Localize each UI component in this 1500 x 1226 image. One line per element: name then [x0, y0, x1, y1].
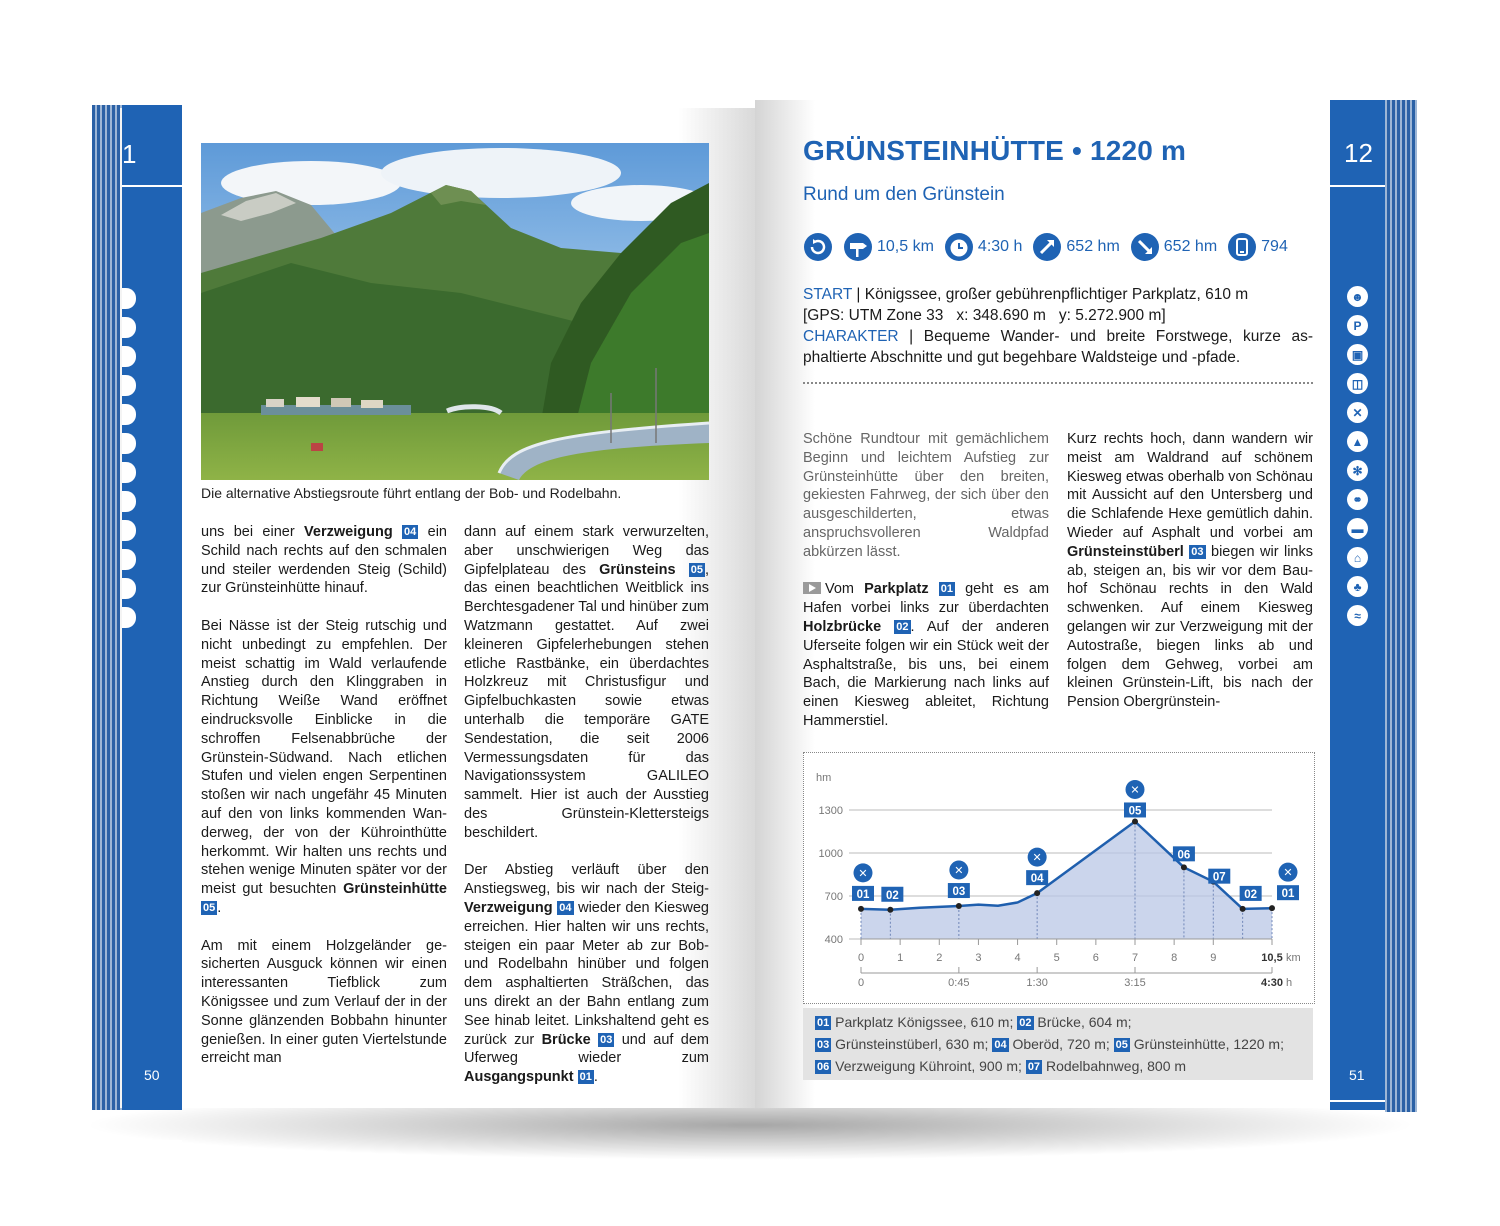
- character-label: CHARAKTER: [803, 328, 899, 345]
- text-run: Bei Nässe ist der Steig rutschig und nicht unbedingt zu empfehlen. Der meist schattig im Wald verlaufende Anstieg durch den Klinggraben in Richtung Weiße Wand eröffnet eindrucksvolle Einblicke in die schroffen Felsenabbrüche der Grünstein-Südwand. Nach etlichen Stufen und vielen engen Serpentinen stoßen wir nach ungefähr 45 Minuten auf den von links kommenden Wanderweg, der von der Kührointhütte herkommt. Wir halten uns rechts und stehen wenige Minuten später vor der meist gut besuchten: [201, 617, 447, 898]
- left-tour-number: 1: [122, 139, 137, 169]
- distance-stat: [843, 232, 934, 262]
- tree-icon: ♣: [1347, 576, 1368, 597]
- left-band-divider-bottom: [122, 1140, 182, 1142]
- legend-marker: 02: [1019, 1017, 1032, 1029]
- x-tick-label: 10,5: [1261, 952, 1283, 964]
- waypoint-marker: 04: [404, 526, 417, 538]
- ascent-value: 652 hm: [1066, 238, 1120, 255]
- play-marker-icon: [803, 582, 821, 594]
- elevation-profile: [803, 752, 1315, 1004]
- legend-line: [815, 1033, 1301, 1055]
- parking-icon: [122, 317, 136, 338]
- legend-marker: 04: [994, 1039, 1007, 1051]
- x-axis-unit: km: [1286, 952, 1301, 964]
- y-tick-label: 400: [824, 934, 843, 946]
- paragraph: [464, 523, 709, 843]
- start-label: START: [803, 286, 853, 303]
- waypoint-dot: [1034, 890, 1040, 896]
- legend-text: Grünsteinhütte, 1220 m;: [1133, 1036, 1284, 1052]
- x-tick-label: 6: [1092, 952, 1099, 964]
- waypoint-label: 02: [1244, 888, 1258, 901]
- waypoint-name: Holzbrücke: [803, 618, 882, 635]
- waypoint-dot: [1132, 818, 1138, 824]
- waypoint-name: Ausgangspunkt: [464, 1069, 574, 1086]
- section-divider: [803, 382, 1313, 384]
- bed-icon: ▬: [1347, 518, 1368, 539]
- paragraph: [201, 937, 447, 1069]
- elevation-profile-chart: [804, 753, 1314, 1003]
- waypoint-dot: [1269, 905, 1275, 911]
- waypoint-dot: [956, 903, 962, 909]
- x-tick-label: 1: [897, 952, 904, 964]
- right-band-divider-bottom: [1330, 1100, 1385, 1102]
- legend-text: Rodelbahnweg, 800 m: [1045, 1058, 1187, 1074]
- waypoint-name: Grünsteinstüberl: [1067, 543, 1184, 560]
- smartphone-icon: [1227, 232, 1257, 262]
- x-tick-label: 9: [1210, 952, 1217, 964]
- y-tick-label: 700: [824, 891, 843, 903]
- gps-line: [GPS: UTM Zone 33 x: 348.690 m y: 5.272.900 m]: [803, 307, 1166, 324]
- bus-icon: ▣: [1347, 344, 1368, 365]
- right-text-column-1: [803, 430, 1049, 750]
- left-icon-strip: [122, 288, 136, 636]
- waypoint-name: Grünsteinhütte: [343, 881, 447, 898]
- waypoint-label: 01: [1281, 888, 1295, 901]
- basket-icon: ◫: [1347, 373, 1368, 394]
- duration-stat: [944, 232, 1022, 262]
- time-tick-label: 1:30: [1026, 977, 1048, 989]
- waypoint-label: 05: [1128, 805, 1142, 818]
- right-page-number: 51: [1349, 1067, 1365, 1083]
- steps-value: 794: [1261, 238, 1288, 255]
- mountain-icon: [122, 433, 136, 454]
- time-tick-label: 3:15: [1124, 977, 1146, 989]
- intro-paragraph: Schöne Rundtour mit gemächlichem Beginn und leichtem Aufstieg zur Grünsteinhütte über den breiten, gekiesten Fahrweg, der sich über den ausgeschilderten, etwas anspruchsvolleren Waldpfad abkürzen lässt.: [803, 431, 1049, 560]
- right-band-divider: [1330, 185, 1385, 187]
- left-band-divider: [122, 185, 182, 187]
- waypoint-marker: 01: [940, 583, 953, 596]
- waypoint-name: Verzweigung: [464, 899, 553, 916]
- text-run: . Auf der anderen Uferseite folgen wir ein Stück weit der Asphaltstraße, bis uns, bei einem Bach, die Markierung nach links auf einen Kiesweg ableitet, Richtung Hammerstiel.: [803, 618, 1050, 729]
- distance-value: 10,5 km: [877, 238, 934, 255]
- waypoint-label: 04: [1030, 873, 1044, 886]
- steps-stat: [1227, 232, 1288, 262]
- x-tick-label: 2: [936, 952, 943, 964]
- waypoint-name: Parkplatz: [864, 581, 929, 598]
- y-axis-label: hm: [816, 772, 832, 784]
- fork-knife-glyph: ✕: [1130, 783, 1140, 797]
- right-page-edges: [1385, 100, 1417, 1112]
- waypoint-name: Verzweigung: [304, 524, 393, 540]
- snowflake-icon: [122, 462, 136, 483]
- bicycle-icon: ⚭: [1347, 489, 1368, 510]
- waypoint-name: Brücke: [541, 1031, 591, 1048]
- text-run: Der Abstieg verläuft über den Anstiegsweg, bis wir nach der Steig-: [464, 862, 709, 898]
- waypoint-name: Grünsteins: [599, 561, 676, 578]
- waypoint-label: 02: [885, 889, 899, 902]
- basket-icon: [122, 375, 136, 396]
- legend-text: Brücke, 604 m;: [1037, 1014, 1132, 1030]
- tree-icon: [122, 578, 136, 599]
- descent-stat: [1130, 232, 1217, 262]
- restaurant-icon: [122, 404, 136, 425]
- mountain-icon: ▲: [1347, 431, 1368, 452]
- time-axis-unit: h: [1286, 977, 1293, 989]
- paragraph: [1067, 430, 1313, 712]
- swimming-icon: [122, 607, 136, 628]
- clock-icon: [944, 232, 974, 262]
- waypoint-marker: 02: [896, 620, 909, 633]
- fork-knife-glyph: ✕: [954, 864, 964, 878]
- text-run: ein Schild nach rechts auf den schmalen und steiler werdenden Steig (Schild) zur Grünsteinhütte hinauf.: [201, 524, 448, 597]
- text-run: biegen wir links ab, steigen an, bis wir vor dem Bauhof Schönau rechts in den Wald schwenken. Auf einem Kiesweg gelangen wir zur Verzweigung mit der Autostraße, biegen links ab und folgen dem Gehweg, vorbei am kleinen Grünstein-Lift, bis nach der Pension Obergrünstein-: [1067, 543, 1313, 711]
- waypoint-dot: [1181, 864, 1187, 870]
- waypoint-marker: 03: [600, 1033, 613, 1046]
- waypoint-marker: 05: [203, 901, 216, 914]
- x-tick-label: 0: [857, 952, 865, 964]
- bus-icon: [122, 346, 136, 367]
- text-run: dann auf einem stark verwurzelten, aber unschwierigen Weg das Gipfelplateau des: [464, 524, 709, 578]
- tour-facts: [803, 284, 1313, 368]
- waypoint-label: 01: [856, 888, 870, 901]
- text-run: Kurz rechts hoch, dann wandern wir meist am Waldrand auf schönem Kiesweg etwas oberhalb von Schönau mit Aussicht auf den Untersberg und die Schlafende Hexe gemütlich dahin. Wieder auf Asphalt und vorbei am: [1067, 431, 1313, 541]
- fork-knife-glyph: ✕: [1283, 866, 1293, 880]
- waypoint-marker: 04: [559, 901, 572, 914]
- legend-text: Grünsteinstüberl, 630 m;: [835, 1036, 989, 1052]
- waypoint-legend: [803, 1008, 1313, 1080]
- waypoint-dot: [887, 907, 893, 913]
- left-text-column-1: [201, 523, 447, 1087]
- swimming-icon: ≈: [1347, 605, 1368, 626]
- left-text-column-2: [464, 523, 709, 1106]
- legend-line: [815, 1055, 1301, 1077]
- start-text: | Königssee, großer gebührenpflichtiger Parkplatz, 610 m: [852, 286, 1249, 303]
- waypoint-marker: 05: [690, 563, 703, 576]
- x-tick-label: 3: [975, 952, 982, 964]
- x-tick-label: 7: [1131, 952, 1139, 964]
- bicycle-icon: [122, 491, 136, 512]
- legend-text: Verzweigung Kühroint, 900 m;: [835, 1058, 1022, 1074]
- x-tick-label: 4: [1014, 952, 1021, 964]
- parking-icon: P: [1347, 315, 1368, 336]
- bear-icon: ☻: [1347, 286, 1368, 307]
- fork-knife-glyph: ✕: [1032, 851, 1042, 865]
- text-run: uns bei einer: [201, 524, 305, 540]
- waypoint-label: 03: [952, 886, 966, 899]
- text-run: , das einen beachtlichen Weitblick ins Berchtesgadener Tal und hinüber zum Watzmann gestattet. Auf zwei kleineren Gipfelerhebungen stehen etliche Rastbänke, ein überdachtes Holzkreuz mit Christusfigur und Gipfelbuchkasten sowie etwas unterhalb die temporäre GATE Sendestation, die seit 2006 Vermessungsdaten für das Navigationssystem GALILEO sammelt. Hier ist auch der Ausstieg des Grünstein-Klettersteigs beschildert.: [464, 561, 710, 841]
- waypoint-label: 07: [1212, 871, 1226, 884]
- waypoint-marker: 03: [1191, 545, 1204, 558]
- text-run: Am mit einem Holzgeländer gesicherten Ausguck können wir einen interessanten Tiefblick zum Königssee und zum Verlauf der in der Sonne glänzenden Bobbahn hinunter genießen. In einer guten Viertelstunde erreicht man: [201, 937, 447, 1067]
- legend-marker: 03: [817, 1039, 830, 1051]
- y-tick-label: 1300: [818, 805, 843, 817]
- museum-icon: ⌂: [1347, 547, 1368, 568]
- legend-marker: 07: [1027, 1061, 1041, 1073]
- snowflake-icon: ✻: [1347, 460, 1368, 481]
- paragraph: [464, 861, 709, 1087]
- tour-subtitle: Rund um den Grünstein: [803, 184, 1005, 205]
- photo-caption: Die alternative Abstiegsroute führt entlang der Bob- und Rodelbahn.: [201, 485, 622, 501]
- circular-route-stat: [803, 232, 833, 262]
- fork-knife-glyph: ✕: [858, 866, 868, 880]
- text-run: .: [217, 899, 222, 916]
- text-run: und auf dem Uferweg wieder zum: [464, 1031, 709, 1067]
- text-run: geht es am Hafen vorbei links zur überdachten: [803, 581, 1050, 617]
- left-page-number: 50: [144, 1067, 160, 1083]
- y-tick-label: 1000: [818, 848, 843, 860]
- paragraph: [803, 580, 1049, 730]
- character-text: | Bequeme Wander- und breite Forstwege, kurze asphaltierte Abschnitte und gut begehbare Waldsteige und -pfade.: [803, 328, 1313, 366]
- x-tick-label: 8: [1171, 952, 1178, 964]
- landscape-photo-drawing: [201, 143, 709, 480]
- descent-arrow-icon: [1130, 232, 1160, 262]
- time-tick-label: 4:30: [1260, 977, 1284, 989]
- legend-marker: 05: [1115, 1039, 1128, 1051]
- x-tick-label: 5: [1053, 952, 1060, 964]
- paragraph: [201, 523, 447, 598]
- time-tick-label: 0:45: [948, 977, 970, 989]
- text-run: wieder den Kiesweg erreichen. Hier halten wir uns rechts, steigen ein paar Meter ab zur Bob- und Rodelbahn hinüber und folgen dem asphaltierten Sträßchen, das uns direkt an der Bahn entlang zum See hinab leitet. Linkshaltend geht es zurück zur: [464, 899, 709, 1048]
- text-run: .: [593, 1069, 598, 1086]
- restaurant-icon: ✕: [1347, 402, 1368, 423]
- start-line: [803, 284, 1313, 305]
- text-run: Vom: [825, 581, 865, 598]
- legend-text: Oberöd, 720 m;: [1012, 1036, 1110, 1052]
- landscape-photo: [201, 143, 709, 480]
- bed-icon: [122, 520, 136, 541]
- circular-route-icon: [803, 232, 833, 262]
- legend-line: [815, 1011, 1301, 1033]
- right-icon-strip: [1347, 286, 1368, 634]
- waypoint-label: 06: [1177, 849, 1191, 862]
- legend-text: Parkplatz Königssee, 610 m;: [835, 1014, 1014, 1030]
- legend-marker: 06: [817, 1061, 830, 1073]
- character-line: [803, 326, 1313, 368]
- time-tick-label: 0: [857, 977, 865, 989]
- descent-value: 652 hm: [1163, 238, 1218, 255]
- signpost-icon: [843, 232, 873, 262]
- bear-icon: [122, 288, 136, 309]
- right-tour-number: 12: [1344, 138, 1373, 168]
- museum-icon: [122, 549, 136, 570]
- duration-value: 4:30 h: [977, 238, 1023, 255]
- tour-stats: [803, 232, 1288, 262]
- paragraph: [201, 617, 447, 918]
- ascent-stat: [1032, 232, 1119, 262]
- waypoint-marker: 01: [579, 1071, 592, 1084]
- right-text-column-2: [1067, 430, 1313, 731]
- ascent-arrow-icon: [1032, 232, 1062, 262]
- waypoint-dot: [858, 906, 864, 912]
- legend-marker: 01: [817, 1017, 830, 1029]
- tour-title: GRÜNSTEINHÜTTE • 1220 m: [803, 135, 1187, 166]
- waypoint-dot: [1240, 906, 1246, 912]
